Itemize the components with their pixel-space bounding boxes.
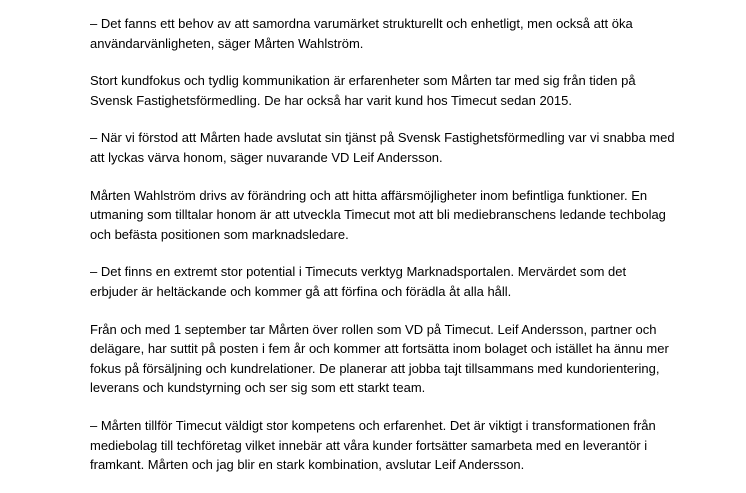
paragraph-line: mediebolag till techföretag vilket innebär att våra kunder fortsätter samarbeta med en leverantör i bbox=[90, 437, 648, 453]
paragraph-2 bbox=[90, 71, 710, 110]
paragraph-line: Stort kundfokus och tydlig kommunikation är erfarenheter som Mårten tar med sig från tiden på bbox=[90, 73, 636, 89]
paragraph-6 bbox=[90, 320, 710, 398]
paragraph-line: Svensk Fastighetsförmedling. De har också har varit kund hos Timecut sedan 2015. bbox=[90, 92, 572, 108]
paragraph-4 bbox=[90, 186, 710, 245]
paragraph-line: och befästa positionen som marknadsledare. bbox=[90, 226, 349, 242]
paragraph-line: erbjuder är heltäckande och kommer gå att förfina och förädla åt alla håll. bbox=[90, 283, 512, 299]
paragraph-3 bbox=[90, 128, 710, 167]
paragraph-line: – Mårten tillför Timecut väldigt stor kompetens och erfarenhet. Det är viktigt i transformationen från bbox=[90, 417, 656, 433]
paragraph-line: framkant. Mårten och jag blir en stark kombination, avslutar Leif Andersson. bbox=[90, 457, 525, 473]
paragraph-line: delägare, har suttit på posten i fem år och kommer att fortsätta inom bolaget och istället ha ännu mer bbox=[90, 341, 669, 357]
paragraph-line: användarvänligheten, säger Mårten Wahlström. bbox=[90, 35, 364, 51]
paragraph-1 bbox=[90, 14, 710, 53]
paragraph-line: Mårten Wahlström drivs av förändring och att hitta affärsmöjligheter inom befintliga funktioner. En bbox=[90, 187, 648, 203]
paragraph-line: leverans och kundstyrning och ser sig som ett starkt team. bbox=[90, 380, 426, 396]
paragraph-line: – När vi förstod att Mårten hade avslutat sin tjänst på Svensk Fastighetsförmedling var vi snabba med bbox=[90, 130, 675, 146]
document-body bbox=[90, 14, 710, 493]
paragraph-line: fokus på försäljning och kundrelationer. De planerar att jobba tajt tillsammans med kundorientering, bbox=[90, 360, 660, 376]
paragraph-7 bbox=[90, 416, 710, 475]
paragraph-line: utmaning som tilltalar honom är att utveckla Timecut mot att bli mediebranschens ledande techbolag bbox=[90, 207, 666, 223]
paragraph-5 bbox=[90, 262, 710, 301]
paragraph-line: Från och med 1 september tar Mårten över rollen som VD på Timecut. Leif Andersson, partner och bbox=[90, 321, 657, 337]
paragraph-line: – Det fanns ett behov av att samordna varumärket strukturellt och enhetligt, men också att öka bbox=[90, 16, 633, 31]
paragraph-line: – Det finns en extremt stor potential i Timecuts verktyg Marknadsportalen. Mervärdet som det bbox=[90, 264, 627, 280]
paragraph-line: att lyckas värva honom, säger nuvarande VD Leif Andersson. bbox=[90, 149, 443, 165]
